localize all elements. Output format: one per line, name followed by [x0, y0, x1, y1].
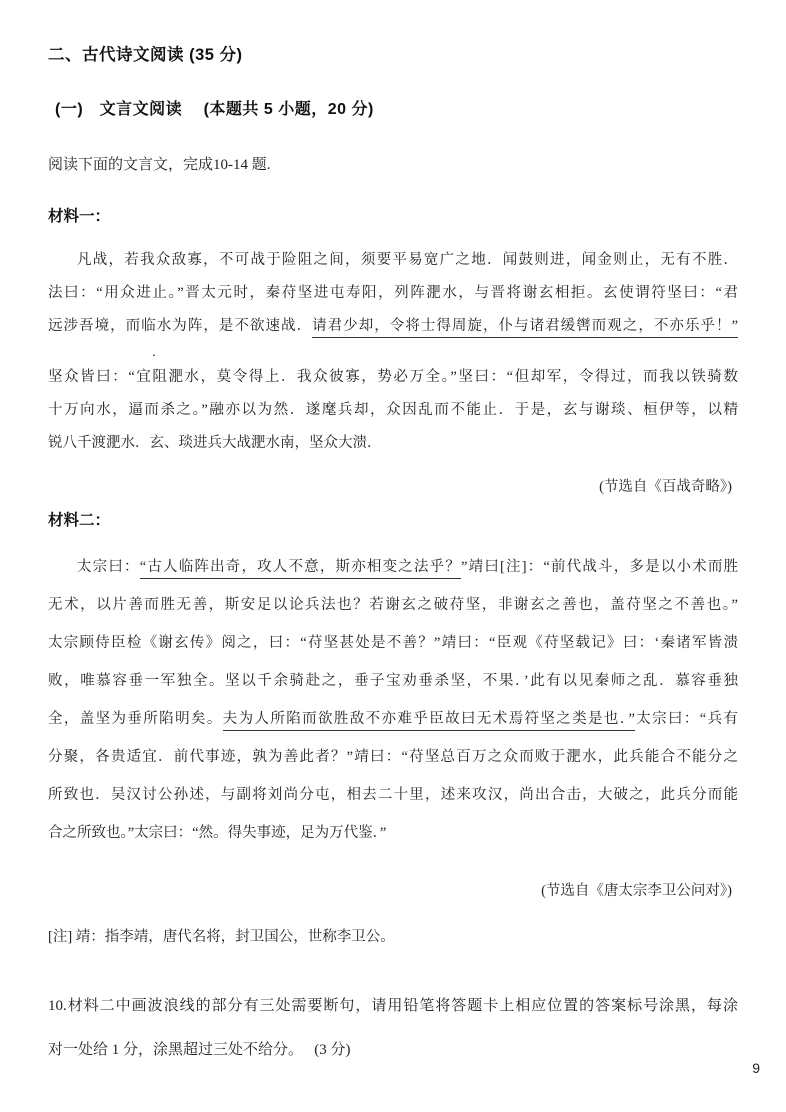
passage-line — [48, 361, 738, 394]
underlined-passage: 夫为人所陷而欲胜敌不亦难乎臣故曰无术焉符坚之类是也．” — [223, 711, 635, 731]
passage-text: 全，盖坚为垂所陷明矣。 — [48, 711, 223, 727]
passage-text: 合之所致也。”太宗曰：“然。得失事迹，足为万代鉴．” — [48, 825, 387, 841]
passage-line — [48, 394, 738, 427]
passage-text: 败，唯慕容垂一军独全。坚以千余骑赴之，垂子宝劝垂杀坚，不果．’此有以见秦师之乱．慕容垂独 — [48, 673, 738, 689]
material2-label: 材料二： — [48, 512, 111, 529]
underlined-passage: 请君少却，令将士得周旋，仆与诸君缓辔而观之，不亦乐乎！” — [312, 318, 738, 338]
material2-passage — [48, 548, 738, 852]
stray-period-line — [48, 343, 738, 361]
passage-text: 所致也．吴汉讨公孙述，与副将刘尚分屯，相去二十里，述来攻汉，尚出合击，大破之，此兵分而能 — [48, 787, 738, 803]
underlined-passage: “古人临阵出奇，攻人不意，斯亦相变之法乎？ — [140, 559, 461, 579]
material2-source: (节选自《唐太宗李卫公问对》) — [541, 883, 732, 899]
material1-source: (节选自《百战奇略》) — [599, 479, 732, 495]
passage-line — [48, 662, 738, 700]
passage-text: 太宗曰： — [77, 559, 140, 575]
passage-line — [48, 548, 738, 586]
passage-text: 太宗曰：“兵有 — [634, 711, 738, 727]
subsection-title: (一) 文言文阅读 (本题共 5 小题，20 分) — [55, 101, 374, 118]
reading-instruction: 阅读下面的文言文，完成10-14 题. — [48, 157, 271, 173]
passage-line — [48, 814, 738, 852]
passage-text: 无术，以片善而胜无善，斯安足以论兵法也？若谢玄之破苻坚，非谢玄之善也，盖苻坚之不善也。” — [48, 597, 738, 613]
passage-line — [48, 244, 738, 277]
passage-text: 锐八千渡淝水．玄、琰进兵大战淝水南，坚众大溃． — [48, 435, 382, 451]
passage-line — [48, 700, 738, 738]
passage-text: 十万向水，逼而杀之。”融亦以为然．遂麾兵却，众因乱而不能止．于是，玄与谢琰、桓伊等，以精 — [48, 402, 738, 418]
page-number: 9 — [752, 1060, 760, 1076]
material1-passage — [48, 244, 738, 460]
section-title: 二、古代诗文阅读 (35 分) — [48, 46, 243, 64]
passage-line — [48, 310, 738, 343]
footnote: [注] 靖：指李靖，唐代名将，封卫国公，世称李卫公。 — [48, 929, 395, 945]
question-10-line-1: 10.材料二中画波浪线的部分有三处需要断句，请用铅笔将答题卡上相应位置的答案标号涂黑，每涂 — [48, 998, 738, 1014]
passage-text: 法曰：“用众进止。”晋太元时，秦苻坚进屯寿阳，列阵淝水，与晋将谢玄相拒。玄使谓符坚曰：“君 — [48, 285, 738, 301]
passage-text: 太宗顾侍臣检《谢玄传》阅之，曰：“苻坚甚处是不善？”靖曰：“臣观《苻坚载记》曰：‘秦诸军皆溃 — [48, 635, 738, 651]
question-10 — [48, 984, 738, 1072]
passage-text: 坚众皆曰：“宜阻淝水，莫令得上．我众彼寡，势必万全。”坚曰：“但却军，令得过，而我以铁骑数 — [48, 369, 738, 385]
passage-line — [48, 624, 738, 662]
material1-label: 材料一： — [48, 208, 111, 225]
passage-text: ”靖曰[注]：“前代战斗，多是以小术而胜 — [461, 559, 738, 575]
passage-text: 远涉吾境，而临水为阵，是不欲速战． — [48, 318, 313, 334]
passage-text: 分聚，各贵适宜．前代事迹，孰为善此者？”靖曰：“苻坚总百万之众而败于淝水，此兵能合不能分之 — [48, 749, 738, 765]
passage-text: 凡战，若我众敌寡，不可战于险阻之间，须要平易宽广之地．闻鼓则进，闻金则止，无有不胜． — [77, 252, 738, 268]
passage-line — [48, 738, 738, 776]
passage-line — [48, 427, 738, 460]
question-10-line-2: 对一处给 1 分，涂黑超过三处不给分。 (3 分) — [48, 1042, 351, 1058]
passage-text: ． — [152, 344, 166, 359]
passage-line — [48, 776, 738, 814]
passage-line — [48, 586, 738, 624]
passage-line — [48, 277, 738, 310]
